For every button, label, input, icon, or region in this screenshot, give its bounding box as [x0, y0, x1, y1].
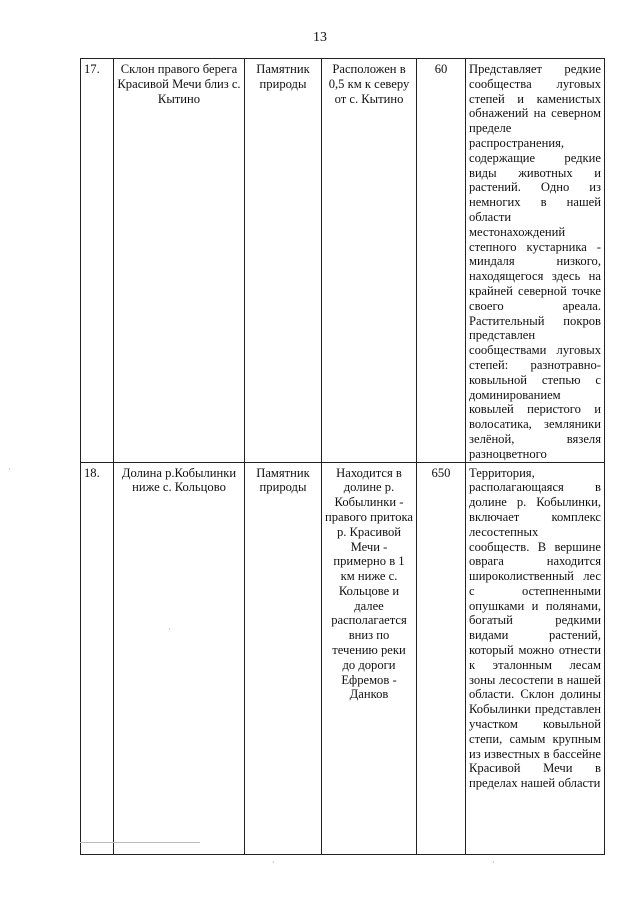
site-name: Долина р.Кобылинки ниже с. Кольцово	[114, 462, 245, 854]
site-category: Памятник природы	[245, 462, 322, 854]
site-category: Памятник природы	[245, 59, 322, 463]
scan-speck: ·	[272, 858, 275, 867]
site-description: Представляет редкие сообщества луговых степей и каменистых обнажений на северном пределе распространения, содержащие редкие виды животных и растений. Одно из немногих в нашей области местонахождений степного кустарника - миндаля низкого, находящегося здесь на крайней северной точке своего ареала. Растительный покров представлен сообществами луговых степей: разнотравно-ковыльной степью с доминированием ковылей перистого и волосатика, земляники зелёной, вязеля разноцветного	[466, 59, 605, 463]
scan-speck: ·	[8, 465, 11, 474]
row-number: 18.	[81, 462, 114, 854]
table-row	[81, 59, 605, 463]
scan-speck: ·	[168, 625, 171, 634]
site-location: Расположен в 0,5 км к северу от с. Кытино	[322, 59, 417, 463]
site-location: Находится в долине р. Кобылинки - правого притока р. Красивой Мечи - примерно в 1 км ниже с. Кольцове и далее располагается вниз по течению реки до дороги Ефремов - Данков	[322, 462, 417, 854]
scan-speck: ·	[492, 858, 495, 867]
table-row	[81, 462, 605, 854]
row-number: 17.	[81, 59, 114, 463]
site-area: 60	[417, 59, 466, 463]
site-name: Склон правого берега Красивой Мечи близ с. Кытино	[114, 59, 245, 463]
page-number: 13	[313, 30, 327, 45]
site-description: Территория, располагающаяся в долине р. Кобылинки, включает комплекс лесостепных сообществ. В вершине оврага находится широколиственный лес с остепненными опушками и полянами, богатый редкими видами растений, который можно отнести к эталонным лесам зоны лесостепи в нашей области. Склон долины Кобылинки представлен участком ковыльной степи, самым крупным из известных в бассейне Красивой Мечи в пределах нашей области	[466, 462, 605, 854]
protected-areas-table	[80, 58, 605, 855]
site-area: 650	[417, 462, 466, 854]
scan-rule	[80, 842, 200, 843]
